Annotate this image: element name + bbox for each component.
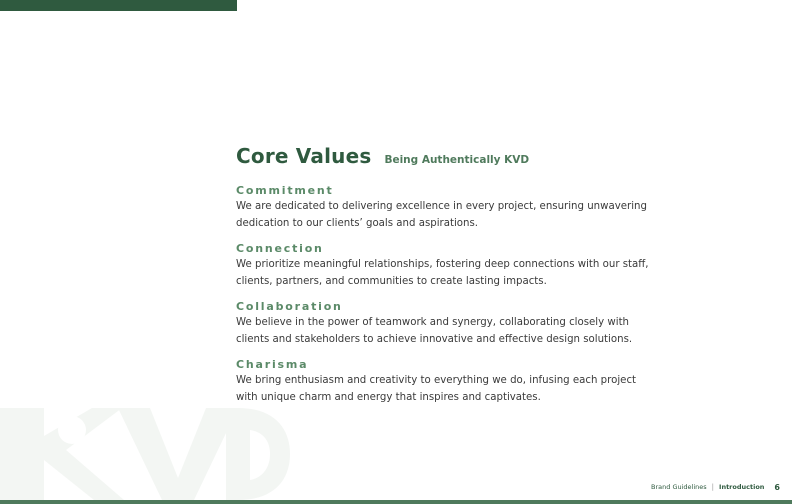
value-name: Connection — [236, 242, 324, 255]
value-description: We bring enthusiasm and creativity to everything we do, infusing each project with unique charm and energy that inspires and captivates. — [236, 375, 637, 403]
value-item-commitment — [236, 183, 656, 232]
value-name: Charisma — [236, 358, 309, 371]
kvd-watermark-logo — [0, 408, 290, 500]
values-list — [236, 183, 656, 406]
page-footer — [600, 481, 780, 493]
value-item-charisma — [236, 357, 656, 406]
core-values-section — [236, 144, 656, 415]
value-description: We prioritize meaningful relationships, fostering deep connections with our staff, clients, partners, and communities to create lasting impacts. — [236, 259, 649, 287]
value-item-collaboration — [236, 299, 656, 348]
value-item-connection — [236, 241, 656, 290]
page-number: 6 — [774, 482, 780, 492]
top-accent-bar — [0, 0, 237, 11]
page-title: Core Values — [236, 144, 372, 168]
value-name: Commitment — [236, 184, 334, 197]
footer-separator: | — [711, 483, 715, 491]
value-description: We believe in the power of teamwork and synergy, collaborating closely with clients and stakeholders to achieve innovative and effective design solutions. — [236, 317, 633, 345]
heading-row — [236, 144, 656, 168]
footer-document-title: Brand Guidelines — [651, 483, 707, 491]
value-name: Collaboration — [236, 300, 343, 313]
value-description: We are dedicated to delivering excellence in every project, ensuring unwavering dedication to our clients’ goals and aspirations. — [236, 201, 647, 229]
page-subtitle: Being Authentically KVD — [384, 154, 530, 166]
footer-section-name: Introduction — [719, 483, 765, 491]
bottom-accent-bar — [0, 500, 792, 504]
